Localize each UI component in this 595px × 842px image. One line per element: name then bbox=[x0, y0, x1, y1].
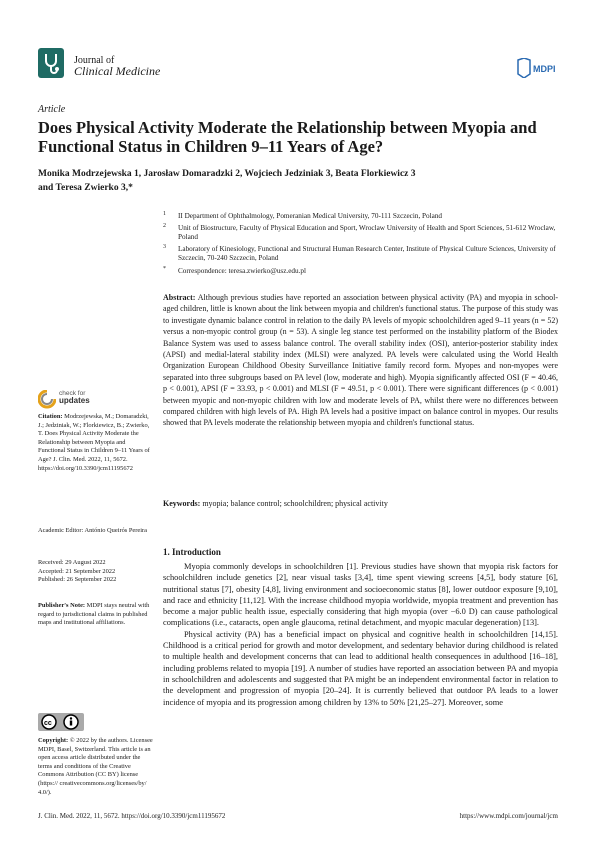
mdpi-logo bbox=[515, 58, 557, 78]
check-updates-line2: updates bbox=[59, 396, 90, 405]
author-list bbox=[38, 167, 578, 195]
affiliation-number: 2 bbox=[163, 223, 166, 229]
citation-label: Citation: bbox=[38, 413, 63, 420]
keywords-text: myopia; balance control; schoolchildren; physical activity bbox=[202, 499, 388, 508]
cc-by-license-icon[interactable] bbox=[38, 713, 84, 731]
page-footer bbox=[38, 812, 558, 820]
journal-logo bbox=[38, 48, 64, 78]
citation-block bbox=[38, 413, 153, 473]
affiliation-text: Laboratory of Kinesiology, Functional and Structural Human Research Center, Institute of Physical Culture Sciences, University of Szczecin, 70-240 Szczecin, Poland bbox=[178, 245, 556, 262]
paper-title: Does Physical Activity Moderate the Relationship between Myopia and Functional Status in Children 9–11 Years of Age? bbox=[38, 118, 537, 156]
affiliation-text: II Department of Ophthalmology, Pomeranian Medical University, 70-111 Szczecin, Poland bbox=[178, 212, 443, 220]
publisher-note-text: MDPI stays neutral with regard to jurisdictional claims in published maps and institutional affiliations. bbox=[38, 602, 150, 627]
check-for-updates-button[interactable] bbox=[38, 388, 88, 412]
footer-journal-url[interactable]: https://www.mdpi.com/journal/jcm bbox=[459, 812, 558, 820]
mdpi-text: MDPI bbox=[533, 64, 556, 74]
received-date: Received: 29 August 2022 bbox=[38, 559, 106, 566]
academic-editor: Academic Editor: António Queirós Pereira bbox=[38, 527, 147, 534]
journal-name-line2: Clinical Medicine bbox=[74, 64, 161, 78]
abstract-label: Abstract: bbox=[163, 293, 196, 302]
affiliation-1 bbox=[163, 212, 563, 221]
introduction-body bbox=[163, 561, 558, 708]
keywords bbox=[163, 499, 558, 508]
correspondence bbox=[163, 267, 563, 276]
affiliation-text: Unit of Biostructure, Faculty of Physical Education and Sport, Wroclaw University of Health and Sport Sciences, 51-612 Wroclaw, Poland bbox=[178, 224, 556, 241]
affiliation-number: * bbox=[163, 266, 166, 272]
journal-name bbox=[74, 55, 160, 77]
publisher-note bbox=[38, 602, 153, 628]
affiliation-3 bbox=[163, 245, 563, 263]
intro-paragraph-1: Myopia commonly develops in schoolchildren [1]. Previous studies have shown that myopia risk factors for schoolchildren include genetics [2], near visual tasks [3,4], time spent viewing screens [4,5], body stature [6], nutritional status [7], obesity [4,8], living environment and socioeconomic status [8], lower outdoor exposure [9,10], and race and ethnicity [11,12]. With the increase childhood myopia worldwide, myopia treatment and prevention has become a major public health issue, especially considering that high myopia (over −6.0 D) can cause pathological complications (i.e., cataracts, open angle glaucoma, retinal detachment, and myopic macular degeneration) [13]. bbox=[163, 562, 558, 628]
affiliation-number: 1 bbox=[163, 211, 166, 217]
copyright-label: Copyright: bbox=[38, 737, 69, 744]
section-heading-introduction: 1. Introduction bbox=[163, 547, 221, 557]
svg-text:cc: cc bbox=[44, 720, 52, 727]
copyright-block bbox=[38, 737, 153, 797]
intro-paragraph-2: Physical activity (PA) has a beneficial impact on physical and cognitive health in schoolchildren [14,15]. Childhood is a critical period for growth and motor development, and sedentary behavior during childhood is related to multiple health and development concerns that can lead to additional health consequences in adulthood [16–18], including problems related to myopia [19]. A number of studies have reported an association between PA and myopia in schoolchildren and adolescents and suggested that PA might be an independent environmental factor in relation to the development and progression of myopia [20–24]. It is currently believed that outdoor PA leads to a lower incidence of myopia and its progression among children by 13% to 50% [21,25–27]. Moreover, some bbox=[163, 629, 558, 707]
accepted-date: Accepted: 21 September 2022 bbox=[38, 567, 116, 575]
affiliation-2 bbox=[163, 224, 563, 242]
check-updates-icon bbox=[38, 390, 56, 410]
correspondence-text[interactable]: Correspondence: teresa.zwierko@usz.edu.pl bbox=[178, 267, 306, 275]
abstract-text: Although previous studies have reported an association between physical activity (PA) and myopia in school-aged children, little is known about the link between myopia and children's functional status. The purpose of this study was to investigate dynamic balance control in relation to the daily PA levels of myopic schoolchildren aged 9–11 years (n = 52) versus a non-myopic control group (n = 53). A single leg stance test performed on the instability platform of the Biodex Balance System was used to assess balance control. The overall stability index (OSI), anterior-posterior stability index (APSI) and medial-lateral stability index (MLSI) were analyzed. PA levels were calculated using the World Health Organization European Childhood Obesity Surveillance Initiative family record form. Myopes and non-myopes were separated into three subgroups based on PA level (low, moderate and high). Myopia significantly affected OSI (F = 40.46, p < 0.001), APSI (F = 33.93, p < 0.001) and MLSI (F = 49.51, p < 0.001). There were significant differences (p < 0.001) between myopic and non-myopic children with low and moderate levels of PA, whilst there were no differences between compared children with high levels of PA. High PA levels had a positive impact on balance control in myopes. Our results showed that PA levels moderate the relationship between myopia and children's functional status. bbox=[163, 293, 559, 428]
journal-name-line1: Journal of bbox=[74, 55, 115, 66]
authors-line2: and Teresa Zwierko 3,* bbox=[38, 183, 133, 193]
published-date: Published: 26 September 2022 bbox=[38, 576, 117, 584]
article-type: Article bbox=[38, 104, 66, 115]
affiliation-number: 3 bbox=[163, 244, 166, 250]
check-updates-line1: check for bbox=[59, 390, 86, 397]
footer-citation[interactable]: J. Clin. Med. 2022, 11, 5672. https://doi.org/10.3390/jcm11195672 bbox=[38, 812, 226, 820]
abstract bbox=[163, 292, 558, 429]
dates-block bbox=[38, 559, 153, 585]
citation-text: Modrzejewska, M.; Domaradzki, J.; Jedziniak, W.; Florkiewicz, B.; Zwierko, T. Does Physical Activity Moderate the Relationship between Myopia and Functional Status in Children 9–11 Years of Age? J. Clin. Med. 2022, 11, 5672. https://doi.org/10.3390/jcm11195672 bbox=[38, 413, 150, 472]
copyright-text: © 2022 by the authors. Licensee MDPI, Basel, Switzerland. This article is an open access article distributed under the terms and conditions of the Creative Commons Attribution (CC BY) license (https:// creativecommons.org/licenses/by/ 4.0/). bbox=[38, 737, 153, 796]
authors-line1: Monika Modrzejewska 1, Jarosław Domaradzki 2, Wojciech Jedziniak 3, Beata Florkiewicz 3 bbox=[38, 169, 416, 179]
publisher-note-label: Publisher's Note: bbox=[38, 602, 86, 609]
keywords-label: Keywords: bbox=[163, 499, 201, 508]
